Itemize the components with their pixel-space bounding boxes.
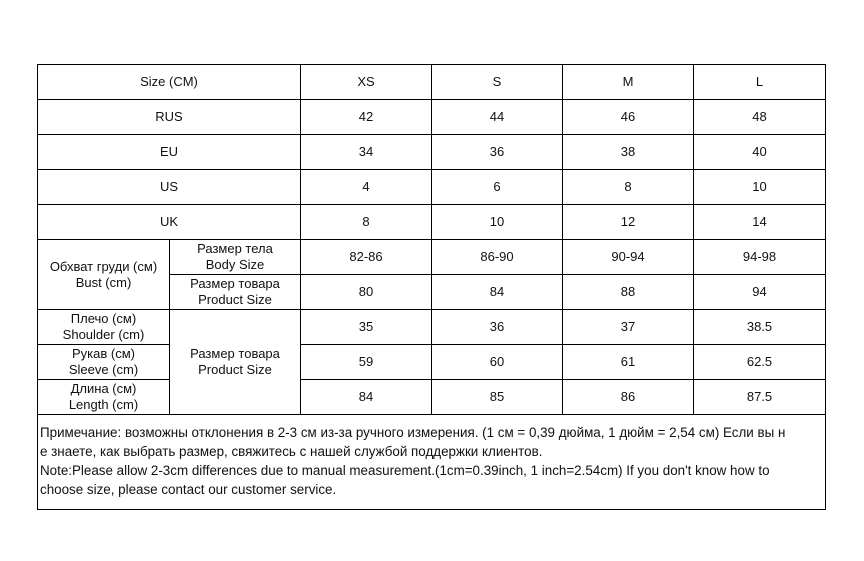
table-cell: 4 bbox=[301, 170, 432, 205]
bust-product-size-label bbox=[170, 275, 301, 310]
table-row-bust-body bbox=[38, 240, 826, 275]
table-row-sleeve bbox=[38, 345, 826, 380]
table-cell: 38 bbox=[563, 135, 694, 170]
table-row-shoulder bbox=[38, 310, 826, 345]
row-label: EU bbox=[38, 135, 301, 170]
length-label-en: Length (cm) bbox=[68, 397, 139, 412]
table-cell: 88 bbox=[563, 275, 694, 310]
table-cell: 8 bbox=[563, 170, 694, 205]
sleeve-label-en: Sleeve (cm) bbox=[68, 362, 139, 377]
row-label: RUS bbox=[38, 100, 301, 135]
table-cell: 60 bbox=[432, 345, 563, 380]
note-text bbox=[38, 415, 826, 510]
table-cell: 94-98 bbox=[694, 240, 826, 275]
note-line-ru-1: Примечание: возможны отклонения в 2-3 см из-за ручного измерения. (1 см = 0,39 дюйма, 1 дюйм = 2,54 см) Если вы н bbox=[40, 425, 786, 440]
body-size-label-ru: Размер тела bbox=[197, 241, 273, 256]
table-cell: 10 bbox=[694, 170, 826, 205]
length-label bbox=[38, 380, 170, 415]
shoulder-label-ru: Плечо (см) bbox=[70, 311, 137, 326]
table-cell: 48 bbox=[694, 100, 826, 135]
length-label-ru: Длина (см) bbox=[70, 381, 137, 396]
table-cell: 62.5 bbox=[694, 345, 826, 380]
note-line-en-1: Note:Please allow 2-3cm differences due to manual measurement.(1cm=0.39inch, 1 inch=2.54cm) If you don't know how to bbox=[40, 463, 770, 478]
note-row bbox=[38, 415, 826, 510]
sleeve-label-ru: Рукав (см) bbox=[72, 346, 135, 361]
table-cell: 34 bbox=[301, 135, 432, 170]
bust-product-label-en: Product Size bbox=[198, 292, 272, 307]
table-cell: 42 bbox=[301, 100, 432, 135]
size-m-header: M bbox=[563, 65, 694, 100]
table-cell: 82-86 bbox=[301, 240, 432, 275]
table-cell: 8 bbox=[301, 205, 432, 240]
table-row-length bbox=[38, 380, 826, 415]
table-cell: 6 bbox=[432, 170, 563, 205]
note-line-en-2: choose size, please contact our customer service. bbox=[40, 482, 337, 497]
table-cell: 12 bbox=[563, 205, 694, 240]
table-cell: 35 bbox=[301, 310, 432, 345]
size-xs-header: XS bbox=[301, 65, 432, 100]
sleeve-label bbox=[38, 345, 170, 380]
table-cell: 84 bbox=[432, 275, 563, 310]
table-cell: 14 bbox=[694, 205, 826, 240]
bust-label bbox=[38, 240, 170, 310]
table-cell: 80 bbox=[301, 275, 432, 310]
table-cell: 61 bbox=[563, 345, 694, 380]
table-cell: 84 bbox=[301, 380, 432, 415]
size-l-header: L bbox=[694, 65, 826, 100]
product-size-label-ru: Размер товара bbox=[190, 346, 280, 361]
table-row-rus bbox=[38, 100, 826, 135]
table-row-eu bbox=[38, 135, 826, 170]
table-cell: 87.5 bbox=[694, 380, 826, 415]
table-cell: 59 bbox=[301, 345, 432, 380]
bust-label-en: Bust (cm) bbox=[75, 274, 132, 290]
table-cell: 36 bbox=[432, 135, 563, 170]
product-size-label-en: Product Size bbox=[198, 362, 272, 377]
body-size-label bbox=[170, 240, 301, 275]
body-size-label-en: Body Size bbox=[205, 257, 265, 272]
table-cell: 10 bbox=[432, 205, 563, 240]
header-row bbox=[38, 65, 826, 100]
bust-label-ru: Обхват груди (см) bbox=[49, 258, 158, 274]
table-cell: 85 bbox=[432, 380, 563, 415]
table-row-uk bbox=[38, 205, 826, 240]
size-s-header: S bbox=[432, 65, 563, 100]
size-chart-table bbox=[37, 64, 826, 510]
table-cell: 90-94 bbox=[563, 240, 694, 275]
row-label: US bbox=[38, 170, 301, 205]
shoulder-label-en: Shoulder (cm) bbox=[62, 327, 145, 342]
table-cell: 46 bbox=[563, 100, 694, 135]
table-cell: 36 bbox=[432, 310, 563, 345]
table-cell: 86-90 bbox=[432, 240, 563, 275]
table-cell: 38.5 bbox=[694, 310, 826, 345]
size-header-label: Size (CM) bbox=[38, 65, 301, 100]
shoulder-label bbox=[38, 310, 170, 345]
bust-product-label-ru: Размер товара bbox=[190, 276, 280, 291]
table-cell: 40 bbox=[694, 135, 826, 170]
row-label: UK bbox=[38, 205, 301, 240]
table-cell: 44 bbox=[432, 100, 563, 135]
table-row-us bbox=[38, 170, 826, 205]
product-size-label bbox=[170, 310, 301, 415]
table-cell: 37 bbox=[563, 310, 694, 345]
table-cell: 94 bbox=[694, 275, 826, 310]
table-cell: 86 bbox=[563, 380, 694, 415]
note-line-ru-2: е знаете, как выбрать размер, свяжитесь с нашей службой поддержки клиентов. bbox=[40, 444, 543, 459]
